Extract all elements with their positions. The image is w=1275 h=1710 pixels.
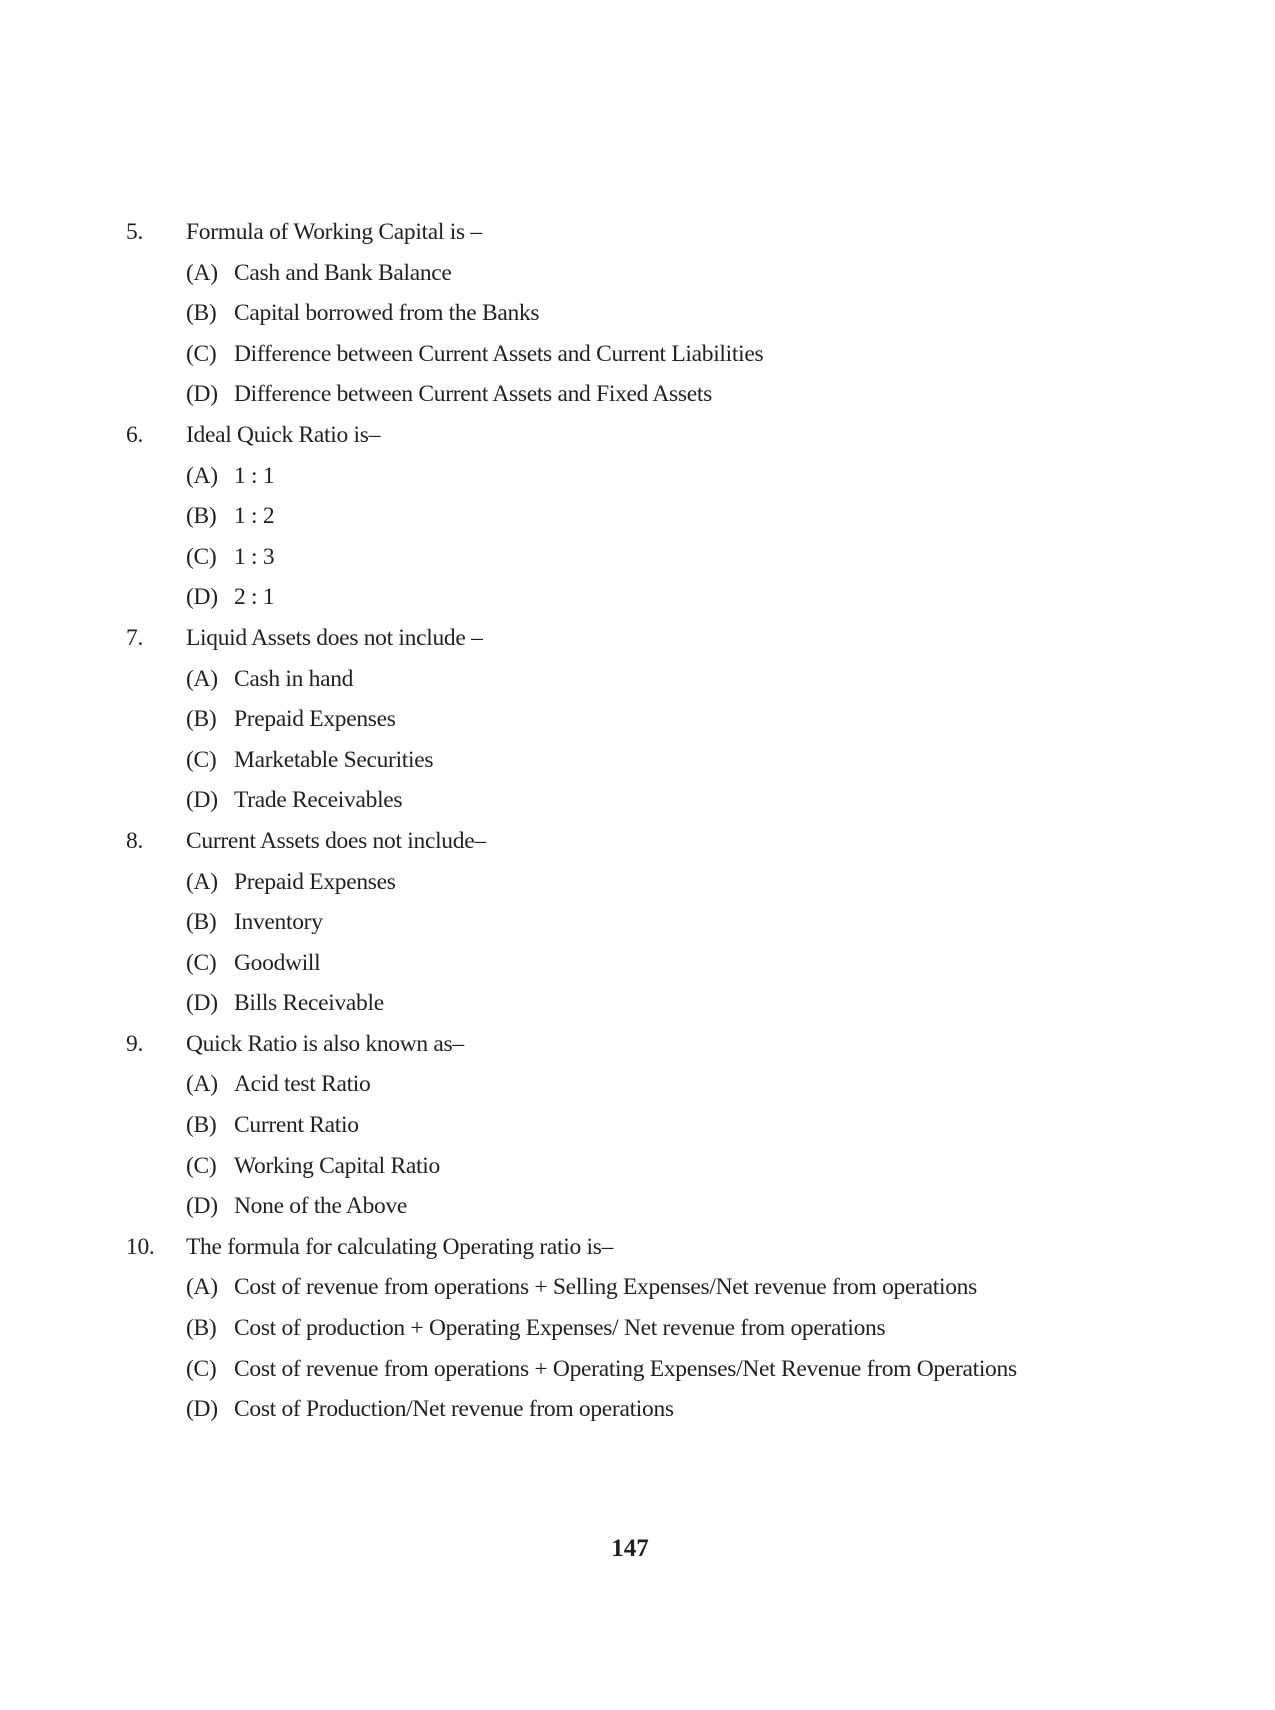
- option-text: Cost of revenue from operations + Operating Expenses/Net Revenue from Operations: [234, 1355, 1017, 1382]
- option-text: Cost of production + Operating Expenses/ Net revenue from operations: [234, 1315, 886, 1342]
- option-letter: (C): [186, 340, 217, 367]
- option-item: [0, 1308, 1275, 1349]
- question-line: [0, 1024, 1275, 1065]
- question-item: [0, 212, 1275, 415]
- question-line: [0, 415, 1275, 456]
- option-text: Prepaid Expenses: [234, 868, 396, 895]
- option-text: Acid test Ratio: [234, 1071, 371, 1098]
- question-number: 7.: [126, 624, 144, 651]
- option-item: [0, 1064, 1275, 1105]
- option-text: Working Capital Ratio: [234, 1152, 440, 1179]
- option-item: [0, 577, 1275, 618]
- option-letter: (A): [186, 868, 218, 895]
- option-text: 1 : 3: [234, 543, 275, 570]
- option-letter: (C): [186, 949, 217, 976]
- option-item: [0, 1146, 1275, 1187]
- option-text: Marketable Securities: [234, 746, 434, 773]
- option-text: Prepaid Expenses: [234, 706, 396, 733]
- question-number: 10.: [126, 1233, 155, 1260]
- page-number: 147: [611, 1535, 649, 1562]
- option-text: Difference between Current Assets and Current Liabilities: [234, 340, 764, 367]
- option-item: [0, 456, 1275, 497]
- option-text: 1 : 1: [234, 462, 275, 489]
- option-letter: (D): [186, 1193, 218, 1220]
- option-text: Cash in hand: [234, 665, 354, 692]
- option-item: [0, 740, 1275, 781]
- question-line: [0, 1227, 1275, 1268]
- option-item: [0, 1105, 1275, 1146]
- option-letter: (C): [186, 1355, 217, 1382]
- option-item: [0, 699, 1275, 740]
- option-item: [0, 780, 1275, 821]
- option-letter: (A): [186, 1071, 218, 1098]
- question-number: 6.: [126, 421, 144, 448]
- option-text: None of the Above: [234, 1193, 408, 1220]
- option-item: [0, 1389, 1275, 1430]
- question-number: 5.: [126, 219, 144, 245]
- option-text: Inventory: [234, 909, 323, 936]
- option-text: Bills Receivable: [234, 990, 384, 1017]
- option-text: Capital borrowed from the Banks: [234, 300, 540, 327]
- question-list: [0, 212, 1275, 1430]
- question-number: 9.: [126, 1030, 144, 1057]
- option-letter: (A): [186, 259, 218, 286]
- option-item: [0, 862, 1275, 903]
- option-text: Cost of Production/Net revenue from operations: [234, 1396, 674, 1423]
- option-letter: (B): [186, 503, 217, 530]
- option-text: 2 : 1: [234, 584, 275, 611]
- option-text: Current Ratio: [234, 1112, 359, 1139]
- option-letter: (C): [186, 746, 217, 773]
- option-text: 1 : 2: [234, 503, 275, 530]
- option-item: [0, 1349, 1275, 1390]
- question-item: [0, 1227, 1275, 1430]
- option-item: [0, 537, 1275, 578]
- option-item: [0, 1267, 1275, 1308]
- option-letter: (A): [186, 462, 218, 489]
- question-text: Quick Ratio is also known as–: [186, 1030, 464, 1057]
- option-item: [0, 902, 1275, 943]
- option-letter: (C): [186, 543, 217, 570]
- option-text: Trade Receivables: [234, 787, 403, 814]
- question-text: Current Assets does not include–: [186, 827, 486, 854]
- option-item: [0, 659, 1275, 700]
- option-item: [0, 1186, 1275, 1227]
- option-item: [0, 374, 1275, 415]
- option-letter: (D): [186, 787, 218, 814]
- question-text: Formula of Working Capital is –: [186, 219, 482, 245]
- question-text: Liquid Assets does not include –: [186, 624, 483, 651]
- question-number: 8.: [126, 827, 144, 854]
- question-line: [0, 618, 1275, 659]
- question-item: [0, 821, 1275, 1024]
- option-letter: (B): [186, 1112, 217, 1139]
- option-item: [0, 496, 1275, 537]
- option-text: Goodwill: [234, 949, 321, 976]
- option-letter: (D): [186, 584, 218, 611]
- option-text: Difference between Current Assets and Fixed Assets: [234, 381, 712, 408]
- question-item: [0, 1024, 1275, 1227]
- option-item: [0, 983, 1275, 1024]
- question-text: Ideal Quick Ratio is–: [186, 421, 381, 448]
- option-letter: (D): [186, 1396, 218, 1423]
- option-text: Cost of revenue from operations + Selling Expenses/Net revenue from operations: [234, 1274, 977, 1301]
- question-text: The formula for calculating Operating ratio is–: [186, 1233, 614, 1260]
- option-item: [0, 253, 1275, 294]
- option-item: [0, 334, 1275, 375]
- option-letter: (D): [186, 381, 218, 408]
- question-item: [0, 415, 1275, 618]
- option-letter: (B): [186, 706, 217, 733]
- option-letter: (D): [186, 990, 218, 1017]
- question-item: [0, 618, 1275, 821]
- option-letter: (B): [186, 300, 217, 327]
- option-item: [0, 943, 1275, 984]
- option-letter: (B): [186, 909, 217, 936]
- option-letter: (B): [186, 1315, 217, 1342]
- option-letter: (A): [186, 1274, 218, 1301]
- option-letter: (A): [186, 665, 218, 692]
- option-letter: (C): [186, 1152, 217, 1179]
- question-line: [0, 212, 1275, 253]
- question-line: [0, 821, 1275, 862]
- option-item: [0, 293, 1275, 334]
- option-text: Cash and Bank Balance: [234, 259, 452, 286]
